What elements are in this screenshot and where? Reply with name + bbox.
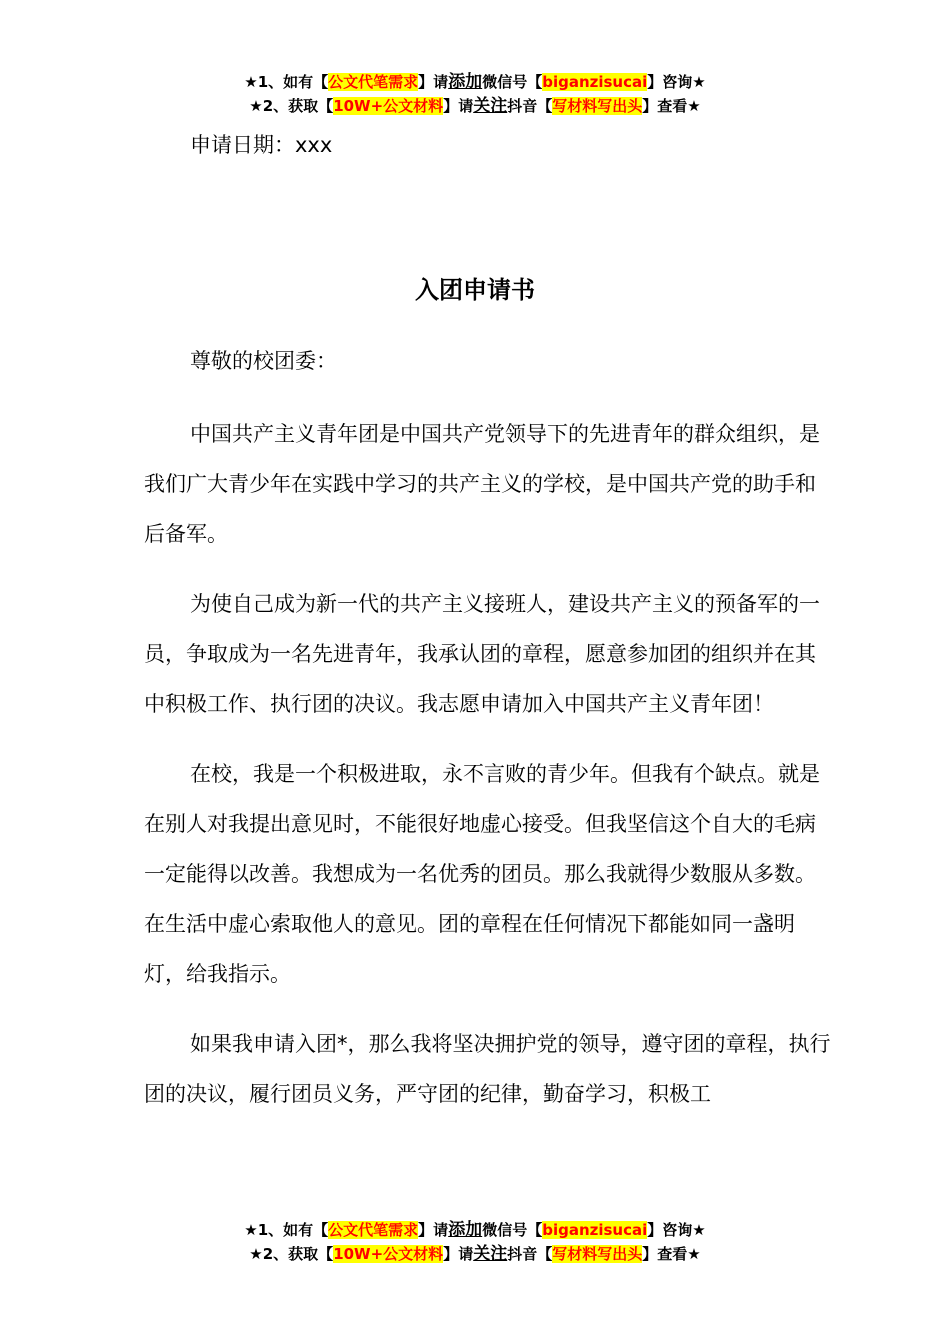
banner-text: 】请	[443, 97, 474, 115]
banner-line-1	[0, 1218, 950, 1242]
banner-text: ★1、如有【	[244, 73, 329, 91]
banner-text: 抖音【	[507, 97, 553, 115]
document-title: 入团申请书	[415, 276, 535, 304]
top-banner	[0, 70, 950, 118]
material-highlight: 10W+公文材料	[333, 97, 444, 115]
banner-emphasis: 关注	[473, 96, 508, 116]
banner-emphasis: 添加	[448, 1220, 483, 1240]
banner-emphasis: 关注	[473, 1244, 508, 1264]
banner-text: 】查看★	[642, 97, 701, 115]
document-body	[144, 409, 834, 1119]
banner-text: 】查看★	[642, 1245, 701, 1263]
wechat-id: biganzisucai	[542, 1221, 648, 1239]
salutation: 尊敬的校团委：	[190, 349, 337, 373]
banner-text: 微信号【	[482, 1221, 543, 1239]
body-paragraph: 在校，我是一个积极进取，永不言败的青少年。但我有个缺点。就是在别人对我提出意见时，不能很好地虚心接受。但我坚信这个自大的毛病一定能得以改善。我想成为一名优秀的团员。那么我就得少数服从多数。在生活中虚心索取他人的意见。团的章程在任何情况下都能如同一盏明灯，给我指示。	[144, 762, 820, 986]
banner-text: 抖音【	[507, 1245, 553, 1263]
banner-text: 】请	[443, 1245, 474, 1263]
service-highlight: 公文代笔需求	[328, 1221, 419, 1239]
banner-text: 】请	[418, 73, 449, 91]
application-date: 申请日期：xxx	[190, 133, 333, 157]
body-paragraph: 如果我申请入团*，那么我将坚决拥护党的领导，遵守团的章程，执行团的决议，履行团员义务，严守团的纪律，勤奋学习，积极工	[144, 1032, 831, 1106]
banner-text: ★2、获取【	[249, 1245, 334, 1263]
wechat-id: biganzisucai	[542, 73, 648, 91]
banner-text: 】咨询★	[647, 1221, 706, 1239]
body-paragraph: 为使自己成为新一代的共产主义接班人，建设共产主义的预备军的一员，争取成为一名先进青年，我承认团的章程，愿意参加团的组织并在其中积极工作、执行团的决议。我志愿申请加入中国共产主义青年团！	[144, 592, 820, 716]
banner-text: ★2、获取【	[249, 97, 334, 115]
body-paragraph: 中国共产主义青年团是中国共产党领导下的先进青年的群众组织，是我们广大青少年在实践中学习的共产主义的学校，是中国共产党的助手和后备军。	[144, 422, 820, 546]
banner-line-2	[0, 94, 950, 118]
banner-text: 微信号【	[482, 73, 543, 91]
douyin-id: 写材料写出头	[552, 1245, 643, 1263]
material-highlight: 10W+公文材料	[333, 1245, 444, 1263]
service-highlight: 公文代笔需求	[328, 73, 419, 91]
douyin-id: 写材料写出头	[552, 97, 643, 115]
banner-line-2	[0, 1242, 950, 1266]
banner-emphasis: 添加	[448, 72, 483, 92]
bottom-banner	[0, 1218, 950, 1266]
banner-text: ★1、如有【	[244, 1221, 329, 1239]
banner-line-1	[0, 70, 950, 94]
banner-text: 】请	[418, 1221, 449, 1239]
banner-text: 】咨询★	[647, 73, 706, 91]
